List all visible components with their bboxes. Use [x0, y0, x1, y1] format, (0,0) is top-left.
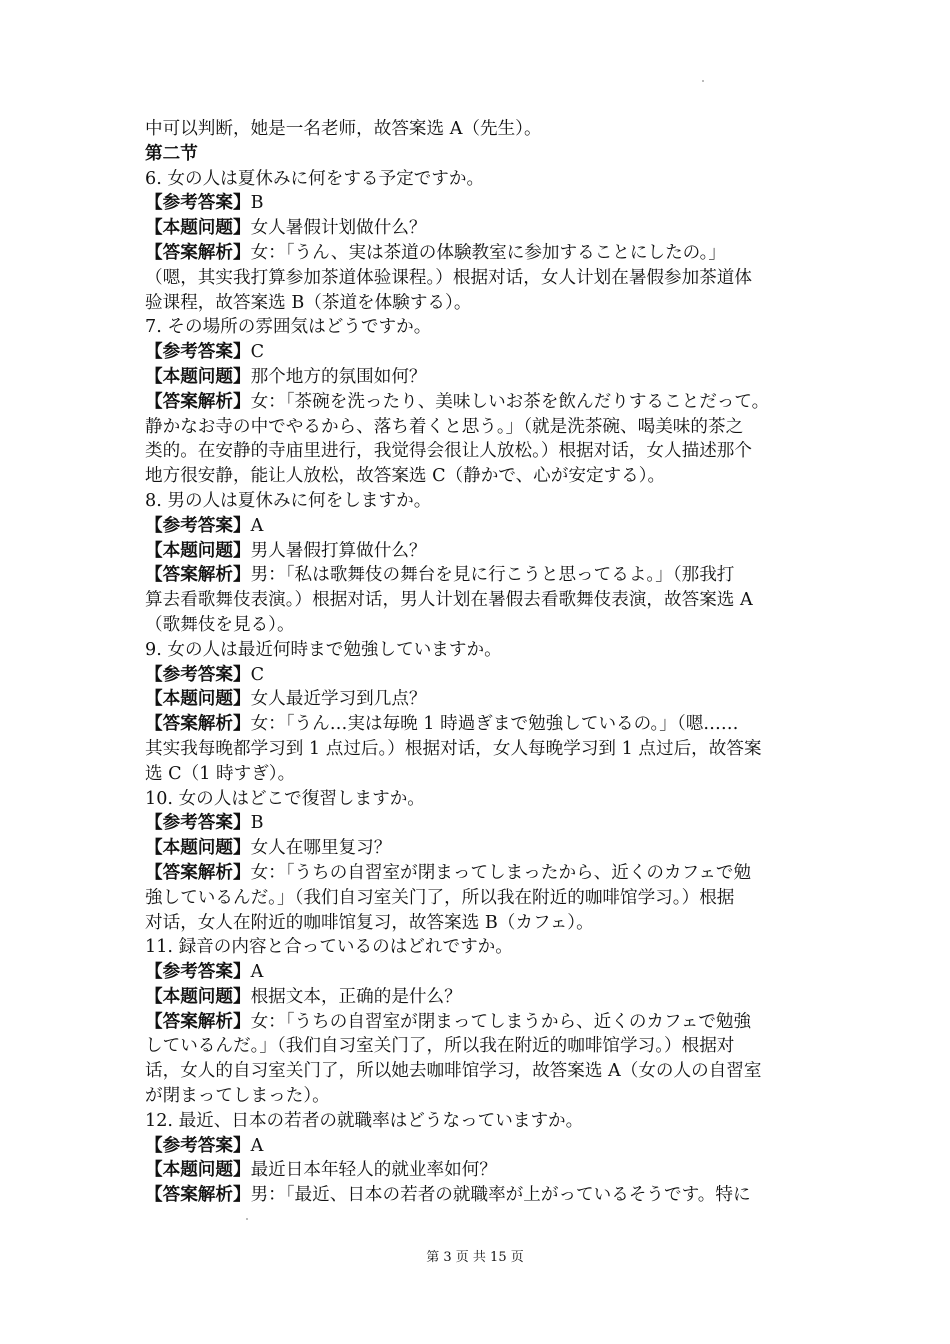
- bracket-label: 【本题问题】: [145, 837, 251, 859]
- line-body: C: [250, 664, 265, 685]
- question-topic-line: [145, 1158, 815, 1183]
- bracket-label: 【答案解析】: [145, 1010, 251, 1032]
- bracket-label: 【本题问题】: [145, 539, 251, 561]
- analysis-line: [145, 241, 815, 266]
- question-line: 8. 男の人は夏休みに何をしますか。: [145, 490, 432, 511]
- bracket-label: 【参考答案】: [145, 812, 251, 834]
- question-line: 10. 女の人はどこで復習しますか。: [145, 788, 425, 809]
- text-line: 选 C（1 時すぎ）。: [145, 763, 296, 784]
- answer-line: [145, 960, 815, 985]
- text-line: （歌舞伎を見る）。: [145, 614, 295, 635]
- bracket-label: 【本题问题】: [145, 217, 251, 239]
- bracket-label: 【本题问题】: [145, 688, 251, 710]
- question-line: 11. 録音の内容と合っているのはどれですか。: [145, 937, 513, 958]
- text-line: 对话，女人在附近的咖啡馆复习，故答案选 B（カフェ）。: [145, 912, 594, 933]
- question-topic-line: [145, 687, 815, 712]
- text-line: 类的。在安静的寺庙里进行，我觉得会很让人放松。）根据对话，女人描述那个: [145, 441, 752, 462]
- line-body: 女：「うちの自習室が閉まってしまったから、近くのカフェで勉: [250, 862, 752, 883]
- line-body: 那个地方的氛围如何？: [250, 366, 427, 387]
- question-topic-line: [145, 216, 815, 241]
- bracket-label: 【参考答案】: [145, 961, 251, 983]
- line-body: 女人在哪里复习？: [250, 838, 392, 859]
- text-line: 其实我每晚都学习到 1 点过后。）根据对话，女人每晚学习到 1 点过后，故答案: [145, 738, 762, 759]
- text-line: が閉まってしまった）。: [145, 1086, 330, 1107]
- question-topic-line: [145, 539, 815, 564]
- line-body: 最近日本年轻人的就业率如何？: [250, 1160, 497, 1181]
- bracket-label: 【答案解析】: [145, 861, 251, 883]
- question-line: 9. 女の人は最近何時まで勉強していますか。: [145, 639, 502, 660]
- bracket-label: 【答案解析】: [145, 390, 251, 412]
- bracket-label: 【本题问题】: [145, 1159, 251, 1181]
- analysis-line: [145, 563, 815, 588]
- line-body: C: [250, 342, 265, 363]
- analysis-line: [145, 712, 815, 737]
- text-line: 強しているんだ。」（我们自习室关门了，所以我在附近的咖啡馆学习。）根据: [145, 887, 735, 908]
- text-line: しているんだ。」（我们自习室关门了，所以我在附近的咖啡馆学习。）根据对: [145, 1036, 735, 1057]
- bracket-label: 【答案解析】: [145, 564, 251, 586]
- answer-line: [145, 340, 815, 365]
- text-line: 验课程，故答案选 B（茶道を体験する）。: [145, 292, 472, 313]
- bracket-label: 【本题问题】: [145, 985, 251, 1007]
- section-heading: 第二节: [145, 143, 198, 164]
- question-line: 7. その場所の雰囲気はどうですか。: [145, 317, 432, 338]
- line-body: A: [250, 515, 264, 536]
- line-body: A: [250, 962, 264, 983]
- line-body: 女人最近学习到几点？: [250, 689, 427, 710]
- bracket-label: 【参考答案】: [145, 663, 251, 685]
- page-number-footer: 第 3 页 共 15 页: [426, 1250, 524, 1265]
- line-body: 女：「うん…実は毎晩 1 時過ぎまで勉強しているの。」（嗯……: [250, 714, 739, 735]
- line-body: 女：「うん、実は茶道の体験教室に参加することにしたの。」: [250, 242, 726, 263]
- line-body: 女：「うちの自習室が閉まってしまうから、近くのカフェで勉強: [250, 1011, 752, 1032]
- scan-dot: [246, 1218, 248, 1220]
- analysis-line: [145, 861, 815, 886]
- line-body: 男：「最近、日本の若者の就職率が上がっているそうです。特に: [250, 1185, 751, 1206]
- answer-line: [145, 514, 815, 539]
- text-line: 中可以判断，她是一名老师，故答案选 A（先生）。: [145, 119, 542, 139]
- bracket-label: 【参考答案】: [145, 341, 251, 363]
- bracket-label: 【答案解析】: [145, 713, 251, 735]
- text-line: 静かなお寺の中でやるから、落ち着くと思う。」（就是洗茶碗、喝美味的茶之: [145, 416, 744, 437]
- bracket-label: 【参考答案】: [145, 192, 251, 214]
- bracket-label: 【本题问题】: [145, 365, 251, 387]
- text-line: 话，女人的自习室关门了，所以她去咖啡馆学习，故答案选 A（女の人の自習室: [145, 1061, 762, 1082]
- bracket-label: 【答案解析】: [145, 241, 251, 263]
- answer-line: [145, 1134, 815, 1159]
- text-line: 算去看歌舞伎表演。）根据对话，男人计划在暑假去看歌舞伎表演，故答案选 A: [145, 590, 753, 611]
- document-body: [145, 117, 815, 1208]
- line-body: B: [250, 193, 264, 214]
- question-topic-line: [145, 365, 815, 390]
- line-body: B: [250, 813, 264, 834]
- bracket-label: 【参考答案】: [145, 514, 251, 536]
- bracket-label: 【参考答案】: [145, 1134, 251, 1156]
- analysis-line: [145, 390, 815, 415]
- line-body: 男：「私は歌舞伎の舞台を見に行こうと思ってるよ。」（那我打: [250, 565, 735, 586]
- bracket-label: 【答案解析】: [145, 1184, 251, 1206]
- question-topic-line: [145, 836, 815, 861]
- text-line: （嗯，其实我打算参加茶道体验课程。）根据对话，女人计划在暑假参加茶道体: [145, 267, 752, 288]
- answer-line: [145, 663, 815, 688]
- question-line: 12. 最近、日本の若者の就職率はどうなっていますか。: [145, 1110, 584, 1131]
- line-body: 女：「茶碗を洗ったり、美味しいお茶を飲んだりすることだって。: [250, 391, 770, 412]
- analysis-line: [145, 1010, 815, 1035]
- line-body: 女人暑假计划做什么？: [250, 218, 427, 239]
- line-body: A: [250, 1135, 264, 1156]
- answer-line: [145, 191, 815, 216]
- analysis-line: [145, 1183, 815, 1208]
- line-body: 男人暑假打算做什么？: [250, 540, 427, 561]
- line-body: 根据文本，正确的是什么？: [250, 986, 462, 1007]
- answer-line: [145, 811, 815, 836]
- question-topic-line: [145, 985, 815, 1010]
- scan-dot: [702, 80, 704, 82]
- text-line: 地方很安静，能让人放松，故答案选 C（静かで、心が安定する）。: [145, 466, 666, 487]
- question-line: 6. 女の人は夏休みに何をする予定ですか。: [145, 168, 485, 189]
